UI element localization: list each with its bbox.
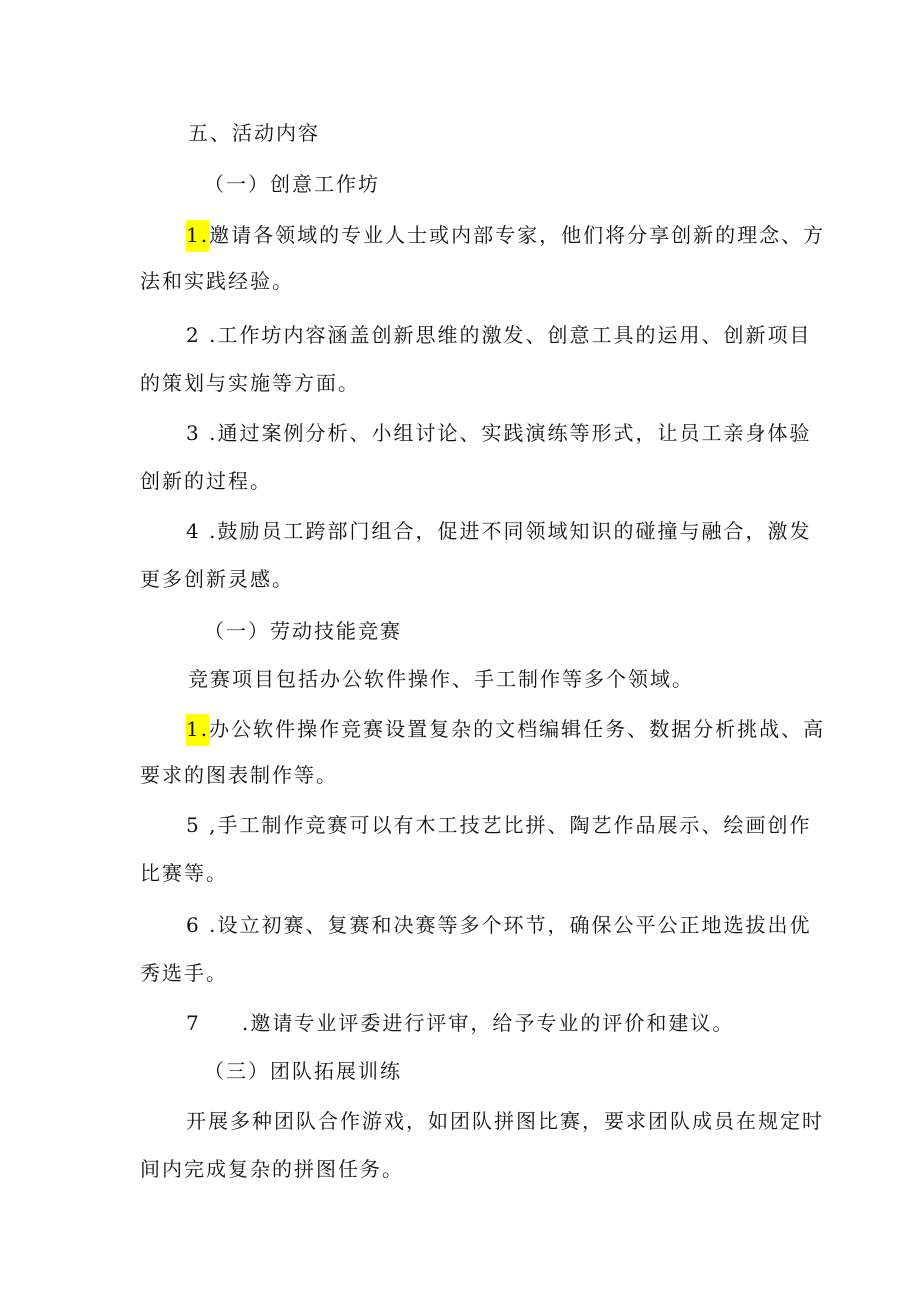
list-item <box>186 1010 734 1036</box>
list-item-continuation: 比赛等。 <box>140 861 228 885</box>
list-item-continuation: 秀选手。 <box>140 961 228 985</box>
subsection-title-workshop: （一）创意工作坊 <box>204 172 380 196</box>
paragraph-continuation: 间内完成复杂的拼图任务。 <box>140 1157 404 1181</box>
list-item <box>186 812 811 838</box>
list-item-continuation: 要求的图表制作等。 <box>140 763 338 787</box>
subsection-title-competition: （一）劳动技能竞赛 <box>204 619 402 643</box>
list-item-continuation: 的策划与实施等方面。 <box>140 371 360 395</box>
list-item-text: ,手工制作竞赛可以有木工技艺比拼、陶艺作品展示、绘画创作 <box>200 813 812 837</box>
list-number: 2 <box>186 323 201 347</box>
list-item-text: .通过案例分析、小组讨论、实践演练等形式，让员工亲身体验 <box>200 421 812 445</box>
highlighted-number: 1. <box>186 714 209 746</box>
highlighted-number: 1. <box>186 220 209 252</box>
subsection-title-team: （三）团队拓展训练 <box>204 1059 402 1083</box>
list-item-text: .工作坊内容涵盖创新思维的激发、创意工具的运用、创新项目 <box>200 323 812 347</box>
section-heading: 五、活动内容 <box>188 121 320 145</box>
list-item-continuation: 更多创新灵感。 <box>140 567 294 591</box>
list-number: 5 <box>186 813 201 837</box>
list-item <box>186 420 811 446</box>
list-item-text: .鼓励员工跨部门组合，促进不同领域知识的碰撞与融合，激发 <box>200 519 812 543</box>
list-item <box>186 714 825 746</box>
list-item-continuation: 创新的过程。 <box>140 469 272 493</box>
list-item-continuation: 法和实践经验。 <box>140 269 294 293</box>
list-number: 6 <box>186 913 201 937</box>
paragraph: 竞赛项目包括办公软件操作、手工制作等多个领域。 <box>188 667 694 691</box>
list-item-text: 邀请各领域的专业人士或内部专家，他们将分享创新的理念、方 <box>209 223 826 247</box>
list-number: 3 <box>186 421 201 445</box>
list-item <box>186 912 811 938</box>
list-number: 4 <box>186 519 201 543</box>
list-item-text: .设立初赛、复赛和决赛等多个环节，确保公平公正地选拔出优 <box>200 913 812 937</box>
list-item <box>186 518 811 544</box>
list-item-text: .邀请专业评委进行评审，给予专业的评价和建议。 <box>242 1011 735 1035</box>
list-number: 7 <box>186 1011 201 1035</box>
list-item <box>186 220 825 252</box>
list-item <box>186 322 811 348</box>
paragraph: 开展多种团队合作游戏，如团队拼图比赛，要求团队成员在规定时 <box>186 1109 824 1133</box>
list-item-text: 办公软件操作竞赛设置复杂的文档编辑任务、数据分析挑战、高 <box>209 717 826 741</box>
